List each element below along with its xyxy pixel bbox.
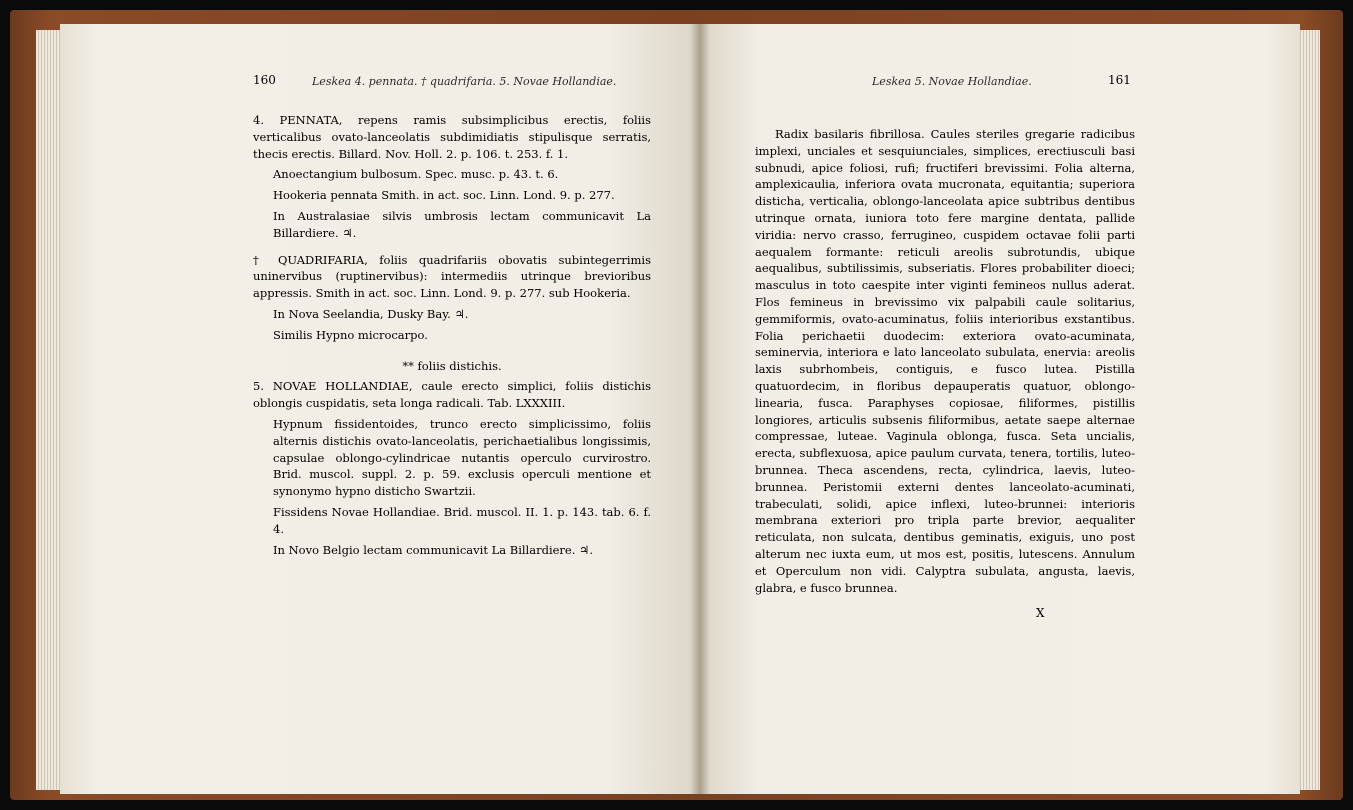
locality-nova-seelandia: In Nova Seelandia, Dusky Bay. ♃.	[273, 306, 469, 321]
left-page-text	[253, 112, 651, 562]
synonym-hookeria: Hookeria pennata Smith. in act. soc. Linn. Lond. 9. p. 277.	[273, 188, 615, 203]
synonym-fissidens: Fissidens Novae Hollandiae. Brid. muscol. II. 1. p. 143. tab. 6. f. 4.	[273, 504, 651, 536]
left-page-number: 160	[253, 73, 276, 87]
entry-quadrifaria: † QUADRIFARIA, foliis quadrifariis obovatis subintegerrimis uninervibus (ruptinervibus): intermediis utrinque brevioribus appressis. Smith in act. soc. Linn. Lond. 9. p. 277. sub Hookeria.	[253, 252, 651, 301]
book-gutter	[690, 24, 710, 794]
page-edges-right	[1298, 30, 1320, 790]
section-heading: ** foliis distichis.	[402, 358, 502, 373]
page-edges-left	[36, 30, 62, 790]
synonym-anoectangium: Anoectangium bulbosum. Spec. musc. p. 43. t. 6.	[273, 167, 559, 182]
locality-australasia: In Australasiae silvis umbrosis lectam communicavit La Billardiere. ♃.	[273, 208, 651, 240]
right-page-body: Radix basilaris fibrillosa. Caules steriles gregarie radicibus implexi, unciales et sesquiunciales, simplices, erectiusculi basi subnudi, apice foliosi, rufi; fructiferi brevissimi. Folia alterna, amplexicaulia, inferiora ovata mucronata, equitantia; superiora disticha, verticalia, oblongo-lanceolata apice subtribus dentibus utrinque ornata, iuniora toto fere margine dentata, pallide viridia: nervo crasso, ferrugineo, cuspidem octavae folii parti aequalem formante: reticuli areolis subrotundis, ubique aequalibus, subtilissimis, subseriatis. Flores probabiliter dioeci; masculus in toto caespite inter viginti femineos nullus aderat. Flos femineus in brevissimo vix palpabili caule solitarius, gemmiformis, ovato-acuminatus, foliis interioribus exstantibus. Folia perichaetii duodecim: exteriora ovato-acuminata, seminervia, interiora e lato lanceolato subulata, enervia: areolis laxis subrhombeis, contiguis, e fusco lutea. Pistilla quatuordecim, in floribus depauperatis quatuor, oblongo-linearia, fusca. Paraphyses copiosae, filiformes, pistillis longiores, articulis subsenis filiformibus, aetate saepe alternae compressae, luteae. Vaginula oblonga, fusca. Seta uncialis, erecta, subflexuosa, apice paulum curvata, tenera, tortilis, luteo-brunnea. Theca ascendens, recta, cylindrica, laevis, luteo-brunnea. Peristomii externi dentes lanceolato-acuminati, trabeculati, solidi, apice inflexi, luteo-brunnei: interioris membrana exteriori pro tripla parte brevior, aequaliter reticulata, non sulcata, dentibus geminatis, exiguis, uno post alterum nec iuxta eum, ut mos est, positis, lutescens. Annulum et Operculum non vidi. Calyptra subulata, angusta, laevis, glabra, e fusco brunnea.	[755, 127, 1135, 595]
entry-pennata: 4. PENNATA, repens ramis subsimplicibus erectis, foliis verticalibus ovato-lanceolatis subdimidiatis stipulisque serratis, thecis erectis. Billard. Nov. Holl. 2. p. 106. t. 253. f. 1.	[253, 113, 651, 161]
signature-mark: X	[1036, 606, 1045, 620]
right-page-number: 161	[1108, 73, 1131, 87]
right-running-head: Leskea 5. Novae Hollandiae.	[872, 75, 1032, 88]
note-similis: Similis Hypno microcarpo.	[273, 327, 428, 342]
synonym-hypnum: Hypnum fissidentoides, trunco erecto simplicissimo, foliis alternis distichis ovato-lanceolatis, perichaetialibus longissimis, capsulae oblongo-cylindricae nutantis operculo curvirostro. Brid. muscol. suppl. 2. p. 59. exclusis operculi mentione et synonymo hypno disticho Swartzii.	[273, 416, 651, 499]
locality-novo-belgio: In Novo Belgio lectam communicavit La Billardiere. ♃.	[273, 542, 594, 557]
entry-novae-hollandiae: 5. NOVAE HOLLANDIAE, caule erecto simplici, foliis distichis oblongis cuspidatis, seta longa radicali. Tab. LXXXIII.	[253, 379, 651, 411]
left-running-head: Leskea 4. pennata. † quadrifaria. 5. Novae Hollandiae.	[312, 75, 617, 88]
